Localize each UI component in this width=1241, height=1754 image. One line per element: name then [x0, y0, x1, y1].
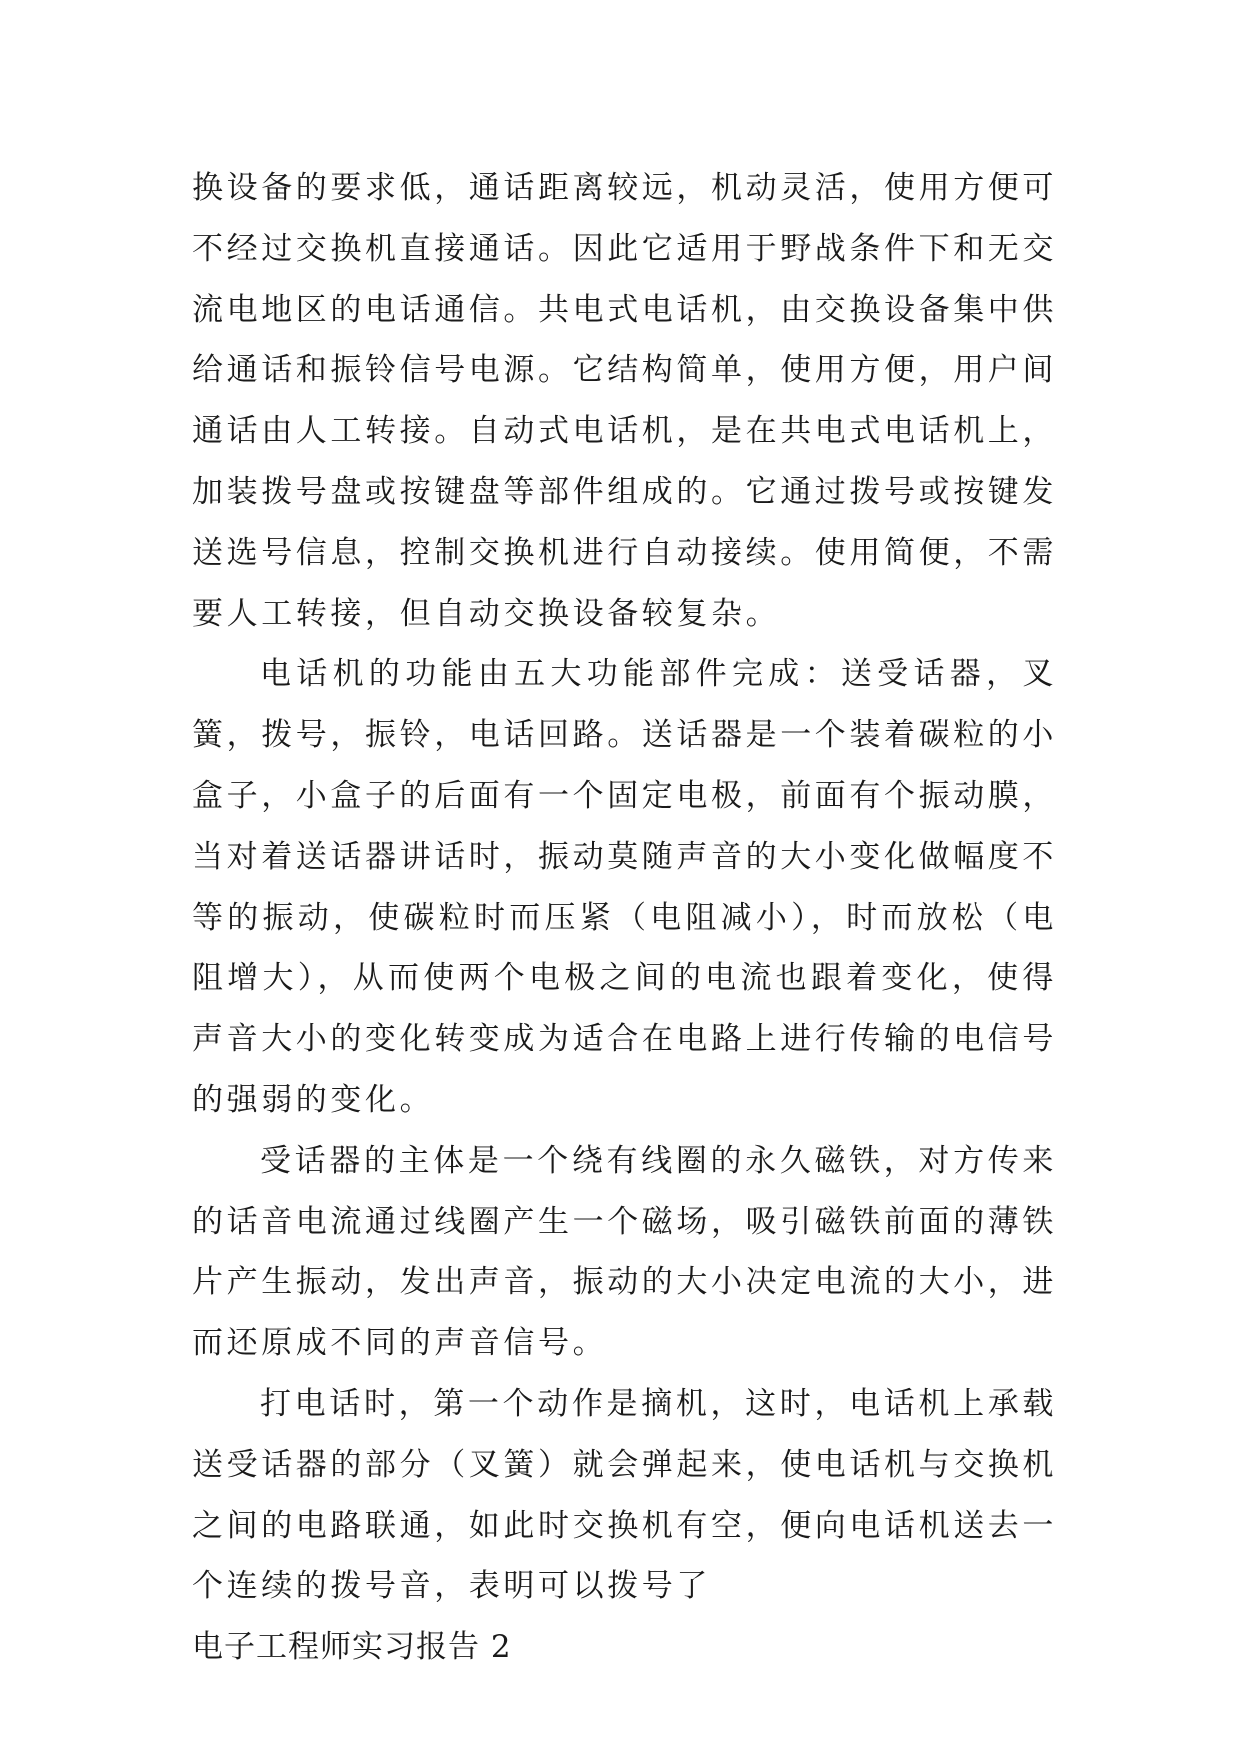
section-heading: 电子工程师实习报告 2: [192, 1629, 512, 1666]
paragraph-dialing: 打电话时，第一个动作是摘机，这时，电话机上承载送受话器的部分（叉簧）就会弹起来，使电话机与交换机之间的电路联通，如此时交换机有空，便向电话机送去一个连续的拨号音，表明可以拨号了: [192, 1385, 1057, 1605]
paragraph-telephone-types: 换设备的要求低，通话距离较远，机动灵活，使用方便可不经过交换机直接通话。因此它适用于野战条件下和无交流电地区的电话通信。共电式电话机，由交换设备集中供给通话和振铃信号电源。它结构简单，使用方便，用户间通话由人工转接。自动式电话机，是在共电式电话机上，加装拨号盘或按键盘等部件组成的。它通过拨号或按键发送选号信息，控制交换机进行自动接续。使用简便，不需要人工转接，但自动交换设备较复杂。: [192, 170, 1057, 632]
paragraph-receiver: 受话器的主体是一个绕有线圈的永久磁铁，对方传来的话音电流通过线圈产生一个磁场，吸引磁铁前面的薄铁片产生振动，发出声音，振动的大小决定电流的大小，进而还原成不同的声音信号。: [192, 1142, 1057, 1362]
document-page: [192, 158, 1057, 1678]
paragraph-telephone-components: 电话机的功能由五大功能部件完成：送受话器，叉簧，拨号，振铃，电话回路。送话器是一个装着碳粒的小盒子，小盒子的后面有一个固定电极，前面有个振动膜，当对着送话器讲话时，振动莫随声音的大小变化做幅度不等的振动，使碳粒时而压紧（电阻减小），时而放松（电阻增大），从而使两个电极之间的电流也跟着变化，使得声音大小的变化转变成为适合在电路上进行传输的电信号的强弱的变化。: [192, 656, 1057, 1118]
